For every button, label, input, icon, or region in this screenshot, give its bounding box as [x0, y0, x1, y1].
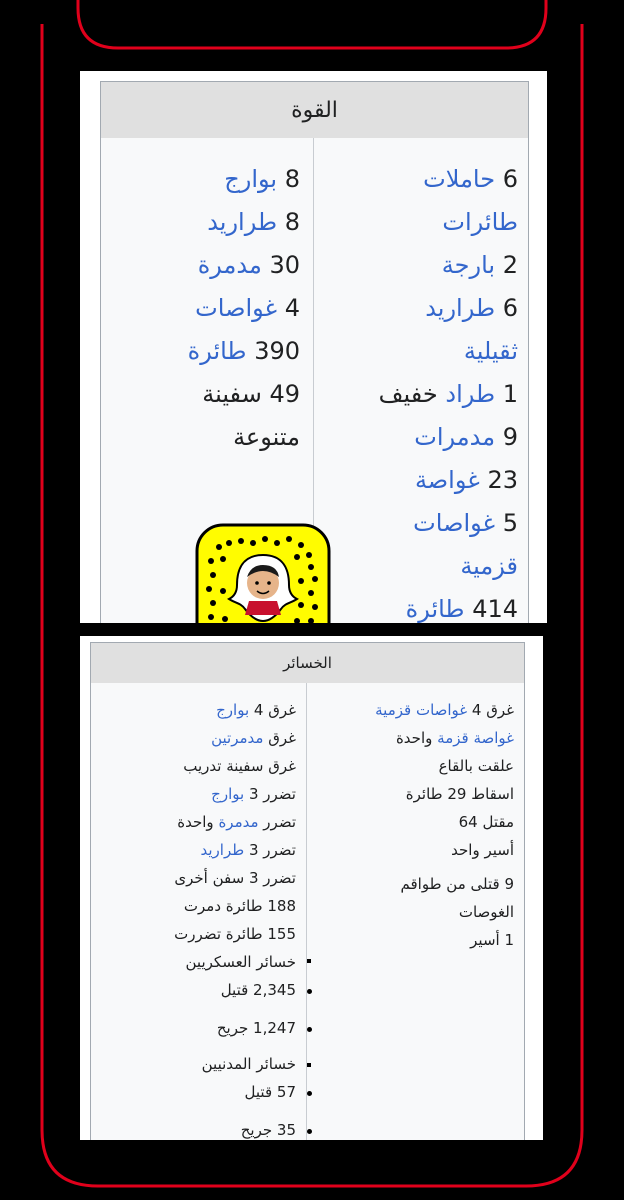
strength-row [464, 336, 518, 366]
bullet-dot-icon [307, 1129, 312, 1134]
losses-row [470, 929, 514, 951]
strength-row [379, 379, 518, 409]
losses-text: 2,345 قتيل [220, 981, 296, 999]
strength-panel [80, 71, 547, 623]
losses-link[interactable]: بوارج [211, 785, 245, 803]
strength-row [224, 164, 300, 194]
losses-text: غرق 4 [471, 701, 514, 719]
losses-text: غرق سفينة تدريب [183, 757, 296, 775]
losses-text: 35 جريح [240, 1121, 296, 1139]
losses-text: غرق 4 [253, 701, 296, 719]
losses-text: تضرر 3 [248, 841, 296, 859]
strength-count: 414 [472, 595, 518, 623]
strength-row [423, 164, 518, 194]
strength-row [233, 422, 300, 452]
losses-row [241, 1119, 296, 1140]
strength-label: سفينة [202, 380, 262, 408]
strength-count: 49 [269, 380, 300, 408]
losses-row [401, 873, 514, 895]
strength-count: 1 [502, 380, 518, 408]
losses-text: خسائر العسكريين [185, 953, 296, 971]
strength-row [442, 250, 518, 280]
strength-count: 8 [284, 165, 300, 193]
losses-row [459, 811, 514, 833]
strength-link[interactable]: غواصات [413, 509, 496, 537]
losses-text: تضرر 3 [248, 785, 296, 803]
losses-row [396, 727, 514, 749]
strength-link[interactable]: غواصة [414, 466, 480, 494]
losses-text: مقتل 64 [458, 813, 514, 831]
strength-link[interactable]: قزمية [460, 552, 518, 580]
losses-text: واحدة [177, 813, 214, 831]
losses-row [217, 1017, 296, 1039]
strength-count: 390 [254, 337, 300, 365]
losses-link[interactable]: غواصات قزمية [375, 701, 468, 719]
bullet-dot-icon [307, 1027, 312, 1032]
losses-row [375, 699, 514, 721]
losses-row [177, 811, 296, 833]
losses-text: واحدة [395, 729, 433, 747]
losses-text: اسقاط 29 طائرة [405, 785, 514, 803]
losses-header: الخسائر [91, 643, 524, 683]
strength-row [425, 293, 518, 323]
losses-link[interactable]: غواصة قزمة [437, 729, 514, 747]
strength-row [202, 379, 300, 409]
strength-link[interactable]: مدمرة [197, 251, 262, 279]
losses-row [459, 901, 514, 923]
strength-count: 2 [502, 251, 518, 279]
losses-text: غرق [268, 729, 296, 747]
strength-link[interactable]: طراريد [425, 294, 496, 322]
strength-row [414, 422, 518, 452]
strength-link[interactable]: طائرة [187, 337, 247, 365]
strength-row [198, 250, 300, 280]
losses-row [184, 895, 296, 917]
losses-text: 57 قتيل [244, 1083, 296, 1101]
losses-infobox [90, 642, 525, 1140]
strength-link[interactable]: طراريد [207, 208, 278, 236]
snapcode-sticker-icon [193, 521, 333, 623]
losses-row [451, 839, 514, 861]
strength-count: 9 [502, 423, 518, 451]
strength-count: 8 [284, 208, 300, 236]
losses-row [406, 783, 514, 805]
strength-link[interactable]: ثقيلية [463, 337, 518, 365]
losses-panel [80, 636, 543, 1140]
losses-text: تضرر 3 سفن أخرى [174, 869, 296, 887]
strength-link[interactable]: بارجة [441, 251, 496, 279]
losses-row [186, 951, 296, 973]
strength-label: خفيف [378, 380, 438, 408]
bullet-square-icon [307, 1063, 311, 1067]
losses-link[interactable]: مدمرة [218, 813, 259, 831]
strength-count: 5 [502, 509, 518, 537]
losses-row [439, 755, 514, 777]
strength-header: القوة [101, 82, 528, 138]
losses-text: أسير واحد [451, 841, 514, 859]
strength-row [195, 293, 300, 323]
strength-link[interactable]: مدمرات [414, 423, 496, 451]
strength-link[interactable]: طائرات [442, 208, 518, 236]
losses-row [211, 783, 296, 805]
losses-text: 1,247 جريح [216, 1019, 296, 1037]
bullet-dot-icon [307, 989, 312, 994]
losses-row [245, 1081, 296, 1103]
losses-text: تضرر [263, 813, 296, 831]
strength-row [207, 207, 300, 237]
losses-link[interactable]: مدمرتين [211, 729, 264, 747]
strength-row [413, 508, 518, 538]
losses-row [201, 839, 297, 861]
strength-row [415, 465, 518, 495]
losses-text: خسائر المدنيين [201, 1055, 296, 1073]
strength-count: 6 [502, 294, 518, 322]
losses-row [202, 1053, 296, 1075]
losses-text: 1 أسير [470, 931, 514, 949]
losses-row [221, 979, 296, 1001]
strength-row [442, 207, 518, 237]
strength-link[interactable]: غواصات [195, 294, 278, 322]
losses-row [174, 867, 296, 889]
strength-link[interactable]: حاملات [423, 165, 496, 193]
strength-row [188, 336, 300, 366]
losses-text: الغوصات [458, 903, 514, 921]
losses-text: 155 طائرة تضررت [174, 925, 296, 943]
losses-row [183, 755, 296, 777]
strength-count: 6 [502, 165, 518, 193]
losses-text: 9 قتلى من طواقم [400, 875, 514, 893]
strength-count: 23 [487, 466, 518, 494]
strength-link[interactable]: طائرة [405, 595, 465, 623]
losses-row [211, 727, 296, 749]
losses-row [216, 699, 296, 721]
column-divider [306, 683, 307, 1140]
losses-row [174, 923, 296, 945]
losses-text: علقت بالقاع [438, 757, 514, 775]
bullet-square-icon [307, 959, 311, 963]
strength-row [460, 551, 518, 581]
strength-count: 30 [269, 251, 300, 279]
strength-count: 4 [284, 294, 300, 322]
strength-link[interactable]: بوارج [224, 165, 278, 193]
strength-label: متنوعة [233, 423, 300, 451]
losses-text: 188 طائرة دمرت [183, 897, 296, 915]
strength-row [406, 594, 518, 623]
losses-link[interactable]: طراريد [200, 841, 245, 859]
losses-link[interactable]: بوارج [216, 701, 250, 719]
bullet-dot-icon [307, 1091, 312, 1096]
strength-link[interactable]: طراد [445, 380, 496, 408]
